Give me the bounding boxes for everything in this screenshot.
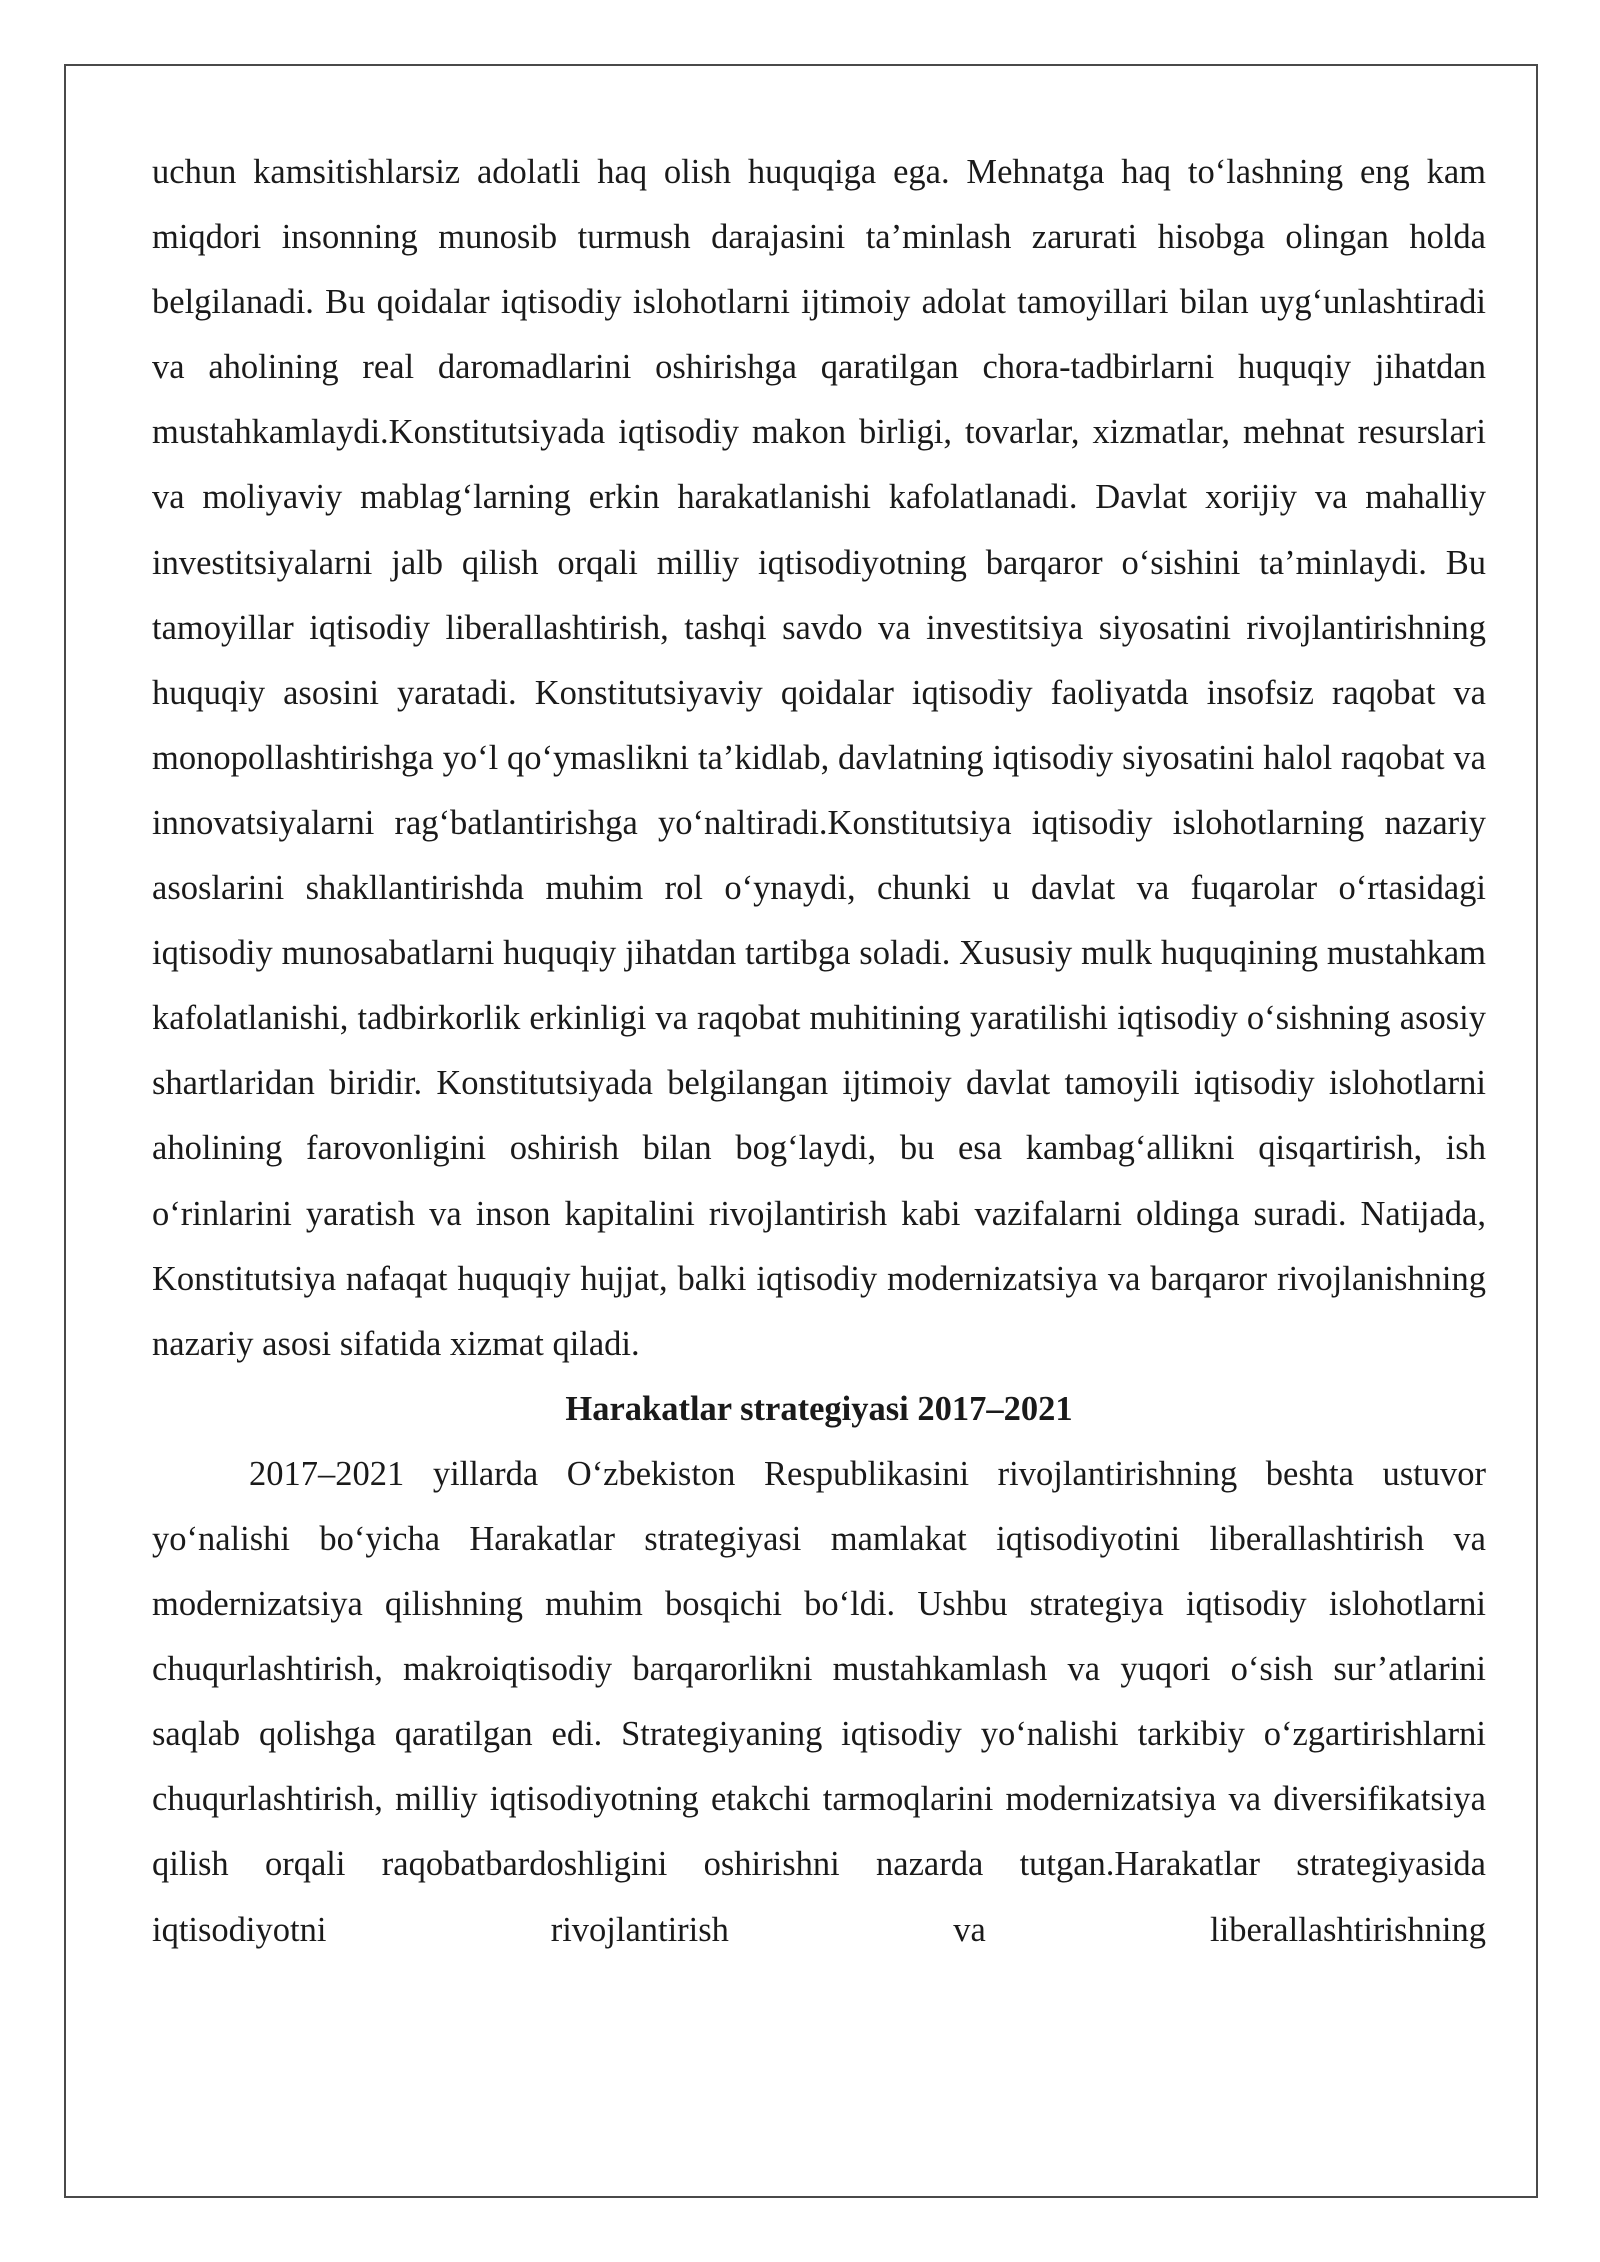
document-body [152, 140, 1486, 1963]
body-paragraph: 2017–2021 yillarda O‘zbekiston Respublikasini rivojlantirishning beshta ustuvor yo‘nalishi bo‘yicha Harakatlar strategiyasi mamlakat iqtisodiyotini liberallashtirish va modernizatsiya qilishning muhim bosqichi bo‘ldi. Ushbu strategiya iqtisodiy islohotlarni chuqurlashtirish, makroiqtisodiy barqarorlikni mustahkamlash va yuqori o‘sish sur’atlarini saqlab qolishga qaratilgan edi. Strategiyaning iqtisodiy yo‘nalishi tarkibiy o‘zgartirishlarni chuqurlashtirish, milliy iqtisodiyotning etakchi tarmoqlarini modernizatsiya va diversifikatsiya qilish orqali raqobatbardoshligini oshirishni nazarda tutgan.Harakatlar strategiyasida iqtisodiyotni rivojlantirish va liberallashtirishning [152, 1454, 1486, 1949]
section-heading: Harakatlar strategiyasi 2017–2021 [565, 1389, 1073, 1428]
body-paragraph: uchun kamsitishlarsiz adolatli haq olish huquqiga ega. Mehnatga haq to‘lashning eng kam miqdori insonning munosib turmush darajasini ta’minlash zarurati hisobga olingan holda belgilanadi. Bu qoidalar iqtisodiy islohotlarni ijtimoiy adolat tamoyillari bilan uyg‘unlashtiradi va aholining real daromadlarini oshirishga qaratilgan chora-tadbirlarni huquqiy jihatdan mustahkamlaydi.Konstitutsiyada iqtisodiy makon birligi, tovarlar, xizmatlar, mehnat resurslari va moliyaviy mablag‘larning erkin harakatlanishi kafolatlanadi. Davlat xorijiy va mahalliy investitsiyalarni jalb qilish orqali milliy iqtisodiyotning barqaror o‘sishini ta’minlaydi. Bu tamoyillar iqtisodiy liberallashtirish, tashqi savdo va investitsiya siyosatini rivojlantirishning huquqiy asosini yaratadi. Konstitutsiyaviy qoidalar iqtisodiy faoliyatda insofsiz raqobat va monopollashtirishga yo‘l qo‘ymaslikni ta’kidlab, davlatning iqtisodiy siyosatini halol raqobat va innovatsiyalarni rag‘batlantirishga yo‘naltiradi.Konstitutsiya iqtisodiy islohotlarning nazariy asoslarini shakllantirishda muhim rol o‘ynaydi, chunki u davlat va fuqarolar o‘rtasidagi iqtisodiy munosabatlarni huquqiy jihatdan tartibga soladi. Xususiy mulk huquqining mustahkam kafolatlanishi, tadbirkorlik erkinligi va raqobat muhitining yaratilishi iqtisodiy o‘sishning asosiy shartlaridan biridir. Konstitutsiyada belgilangan ijtimoiy davlat tamoyili iqtisodiy islohotlarni aholining farovonligini oshirish bilan bog‘laydi, bu esa kambag‘allikni qisqartirish, ish o‘rinlarini yaratish va inson kapitalini rivojlantirish kabi vazifalarni oldinga suradi. Natijada, Konstitutsiya nafaqat huquqiy hujjat, balki iqtisodiy modernizatsiya va barqaror rivojlanishning nazariy asosi sifatida xizmat qiladi. [152, 153, 1486, 1363]
